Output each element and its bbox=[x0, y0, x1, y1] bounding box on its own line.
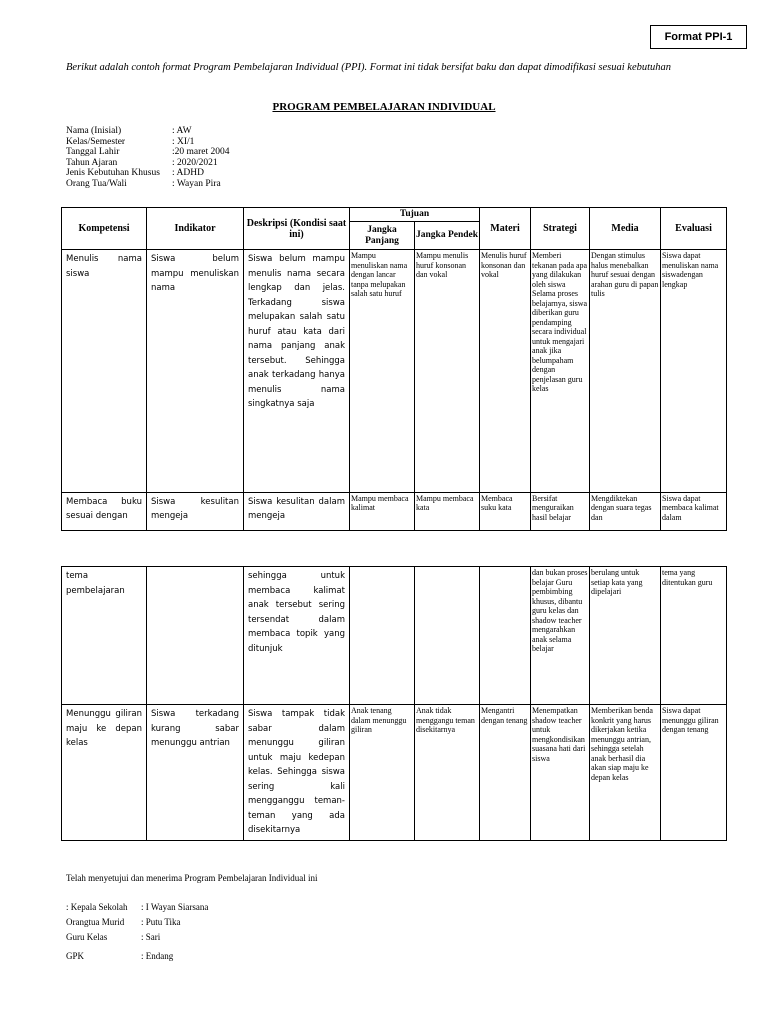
cell-kompetensi: Menunggu giliran maju ke depan kelas bbox=[62, 705, 147, 841]
cell-jangka-pendek: Mampu membaca kata bbox=[415, 492, 480, 530]
info-value: : Wayan Pira bbox=[172, 178, 221, 189]
signatory-row bbox=[66, 915, 208, 930]
info-label: Jenis Kebutuhan Khusus bbox=[66, 168, 160, 178]
table-row bbox=[62, 567, 727, 705]
signatories bbox=[66, 900, 208, 964]
cell-deskripsi: Siswa belum mampu menulis nama secara lengkap dan jelas. Terkadang siswa melupakan salah satu huruf atau kata dari nama panjang anak tersebut. Sehingga anak terkadang hanya menulis nama singkatnya saja bbox=[244, 250, 350, 493]
cell-media: berulang untuk setiap kata yang dipelajari bbox=[590, 567, 661, 705]
info-row-class bbox=[66, 137, 230, 148]
format-label: Format PPI-1 bbox=[650, 25, 747, 49]
header-materi: Materi bbox=[480, 208, 531, 250]
table-row bbox=[62, 250, 727, 493]
ppi-table-page1 bbox=[61, 207, 727, 531]
cell-jangka-pendek: Mampu menulis huruf konsonan dan vokal bbox=[415, 250, 480, 493]
cell-indikator: Siswa kesulitan mengeja bbox=[147, 492, 244, 530]
info-row-birthdate bbox=[66, 147, 230, 158]
cell-deskripsi: Siswa tampak tidak sabar dalam menunggu giliran untuk maju kedepan kelas. Sehingga siswa sering kali mengganggu teman-teman yang ada disekitarnya bbox=[244, 705, 350, 841]
info-label: Tanggal Lahir bbox=[66, 147, 120, 157]
info-value: : XI/1 bbox=[172, 136, 195, 147]
cell-jangka-panjang: Mampu membaca kalimat bbox=[350, 492, 415, 530]
info-value: : AW bbox=[172, 126, 192, 136]
cell-deskripsi: sehingga untuk membaca kalimat anak tersebut sering tersendat dalam membaca topik yang ditunjuk bbox=[244, 567, 350, 705]
ppi-table-page2 bbox=[61, 566, 727, 841]
info-value: : 2020/2021 bbox=[172, 157, 218, 168]
cell-strategi: Menempatkan shadow teacher untuk mengkondisikan suasana hati dari siswa bbox=[531, 705, 590, 841]
signatory-label: : Kepala Sekolah bbox=[66, 902, 128, 912]
cell-evaluasi: Siswa dapat menunggu giliran dengan tenang bbox=[661, 705, 727, 841]
cell-jangka-pendek bbox=[415, 567, 480, 705]
cell-jangka-panjang: Anak tenang dalam menunggu giliran bbox=[350, 705, 415, 841]
student-info bbox=[66, 126, 230, 189]
document-title-text: PROGRAM PEMBELAJARAN INDIVIDUAL bbox=[272, 101, 496, 113]
cell-strategi: dan bukan proses belajar Guru pembimbing khusus, dibantu guru kelas dan shadow teacher mengarahkan anak selama belajar bbox=[531, 567, 590, 705]
approval-statement: Telah menyetujui dan menerima Program Pembelajaran Individual ini bbox=[66, 873, 318, 883]
table-row bbox=[62, 705, 727, 841]
info-label: Nama (Inisial) bbox=[66, 126, 122, 136]
cell-media: Dengan stimulus halus menebalkan huruf sesuai dengan arahan guru di papan tulis bbox=[590, 250, 661, 493]
document-title bbox=[0, 101, 768, 113]
cell-jangka-panjang bbox=[350, 567, 415, 705]
cell-media: Memberikan benda konkrit yang harus dikerjakan ketika menunggu antrian, sehingga setelah anak berhasil dia akan siap maju ke depan kelas bbox=[590, 705, 661, 841]
info-label: Kelas/Semester bbox=[66, 136, 126, 147]
signatory-label: Orangtua Murid bbox=[66, 917, 125, 927]
signatory-value: : Putu Tika bbox=[141, 917, 181, 927]
cell-evaluasi: Siswa dapat membaca kalimat dalam bbox=[661, 492, 727, 530]
cell-materi: Membaca suku kata bbox=[480, 492, 531, 530]
cell-indikator bbox=[147, 567, 244, 705]
cell-evaluasi: tema yang ditentukan guru bbox=[661, 567, 727, 705]
signatory-row bbox=[66, 949, 208, 964]
cell-materi bbox=[480, 567, 531, 705]
header-tujuan: Tujuan bbox=[350, 208, 480, 222]
cell-kompetensi: tema pembelajaran bbox=[62, 567, 147, 705]
info-label: Tahun Ajaran bbox=[66, 157, 118, 168]
cell-kompetensi: Menulis nama siswa bbox=[62, 250, 147, 493]
cell-deskripsi: Siswa kesulitan dalam mengeja bbox=[244, 492, 350, 530]
header-indikator: Indikator bbox=[147, 208, 244, 250]
header-strategi: Strategi bbox=[531, 208, 590, 250]
header-kompetensi: Kompetensi bbox=[62, 208, 147, 250]
info-row-year bbox=[66, 158, 230, 169]
info-label: Orang Tua/Wali bbox=[66, 178, 127, 189]
signatory-value: : Endang bbox=[141, 951, 174, 961]
info-value: :20 maret 2004 bbox=[172, 147, 230, 157]
cell-jangka-pendek: Anak tidak menggangu teman disekitarnya bbox=[415, 705, 480, 841]
header-jangka-pendek: Jangka Pendek bbox=[415, 222, 480, 250]
cell-evaluasi: Siswa dapat menuliskan nama siswadengan lengkap bbox=[661, 250, 727, 493]
cell-materi: Mengantri dengan tenang bbox=[480, 705, 531, 841]
intro-text: Berikut adalah contoh format Program Pembelajaran Individual (PPI). Format ini tidak bersifat baku dan dapat dimodifikasi sesuai kebutuhan bbox=[66, 62, 672, 73]
signatory-row bbox=[66, 930, 208, 945]
header-row bbox=[62, 208, 727, 222]
cell-strategi: Memberi tekanan pada apa yang dilakukan oleh siswa Selama proses belajarnya, siswa diberikan guru pendamping secara individual untuk mengajari anak jika belumpaham dengan penjelasan guru kelas bbox=[531, 250, 590, 493]
header-media: Media bbox=[590, 208, 661, 250]
info-row-needs bbox=[66, 168, 230, 179]
info-row-name bbox=[66, 126, 230, 137]
table-row bbox=[62, 492, 727, 530]
cell-materi: Menulis huruf konsonan dan vokal bbox=[480, 250, 531, 493]
cell-kompetensi: Membaca buku sesuai dengan bbox=[62, 492, 147, 530]
signatory-label: GPK bbox=[66, 951, 85, 961]
header-evaluasi: Evaluasi bbox=[661, 208, 727, 250]
signatory-label: Guru Kelas bbox=[66, 932, 108, 942]
signatory-value: : I Wayan Siarsana bbox=[141, 902, 209, 912]
signatory-row bbox=[66, 900, 208, 915]
header-jangka-panjang: Jangka Panjang bbox=[350, 222, 415, 250]
info-value: : ADHD bbox=[172, 168, 204, 178]
cell-indikator: Siswa belum mampu menuliskan nama bbox=[147, 250, 244, 493]
cell-strategi: Bersifat menguraikan hasil belajar bbox=[531, 492, 590, 530]
cell-media: Mengdiktekan dengan suara tegas dan bbox=[590, 492, 661, 530]
info-row-guardian bbox=[66, 179, 230, 190]
signatory-value: : Sari bbox=[141, 932, 161, 942]
header-deskripsi: Deskripsi (Kondisi saat ini) bbox=[244, 208, 350, 250]
cell-jangka-panjang: Mampu menuliskan nama dengan lancar tanpa melupakan salah satu huruf bbox=[350, 250, 415, 493]
cell-indikator: Siswa terkadang kurang sabar menunggu antrian bbox=[147, 705, 244, 841]
